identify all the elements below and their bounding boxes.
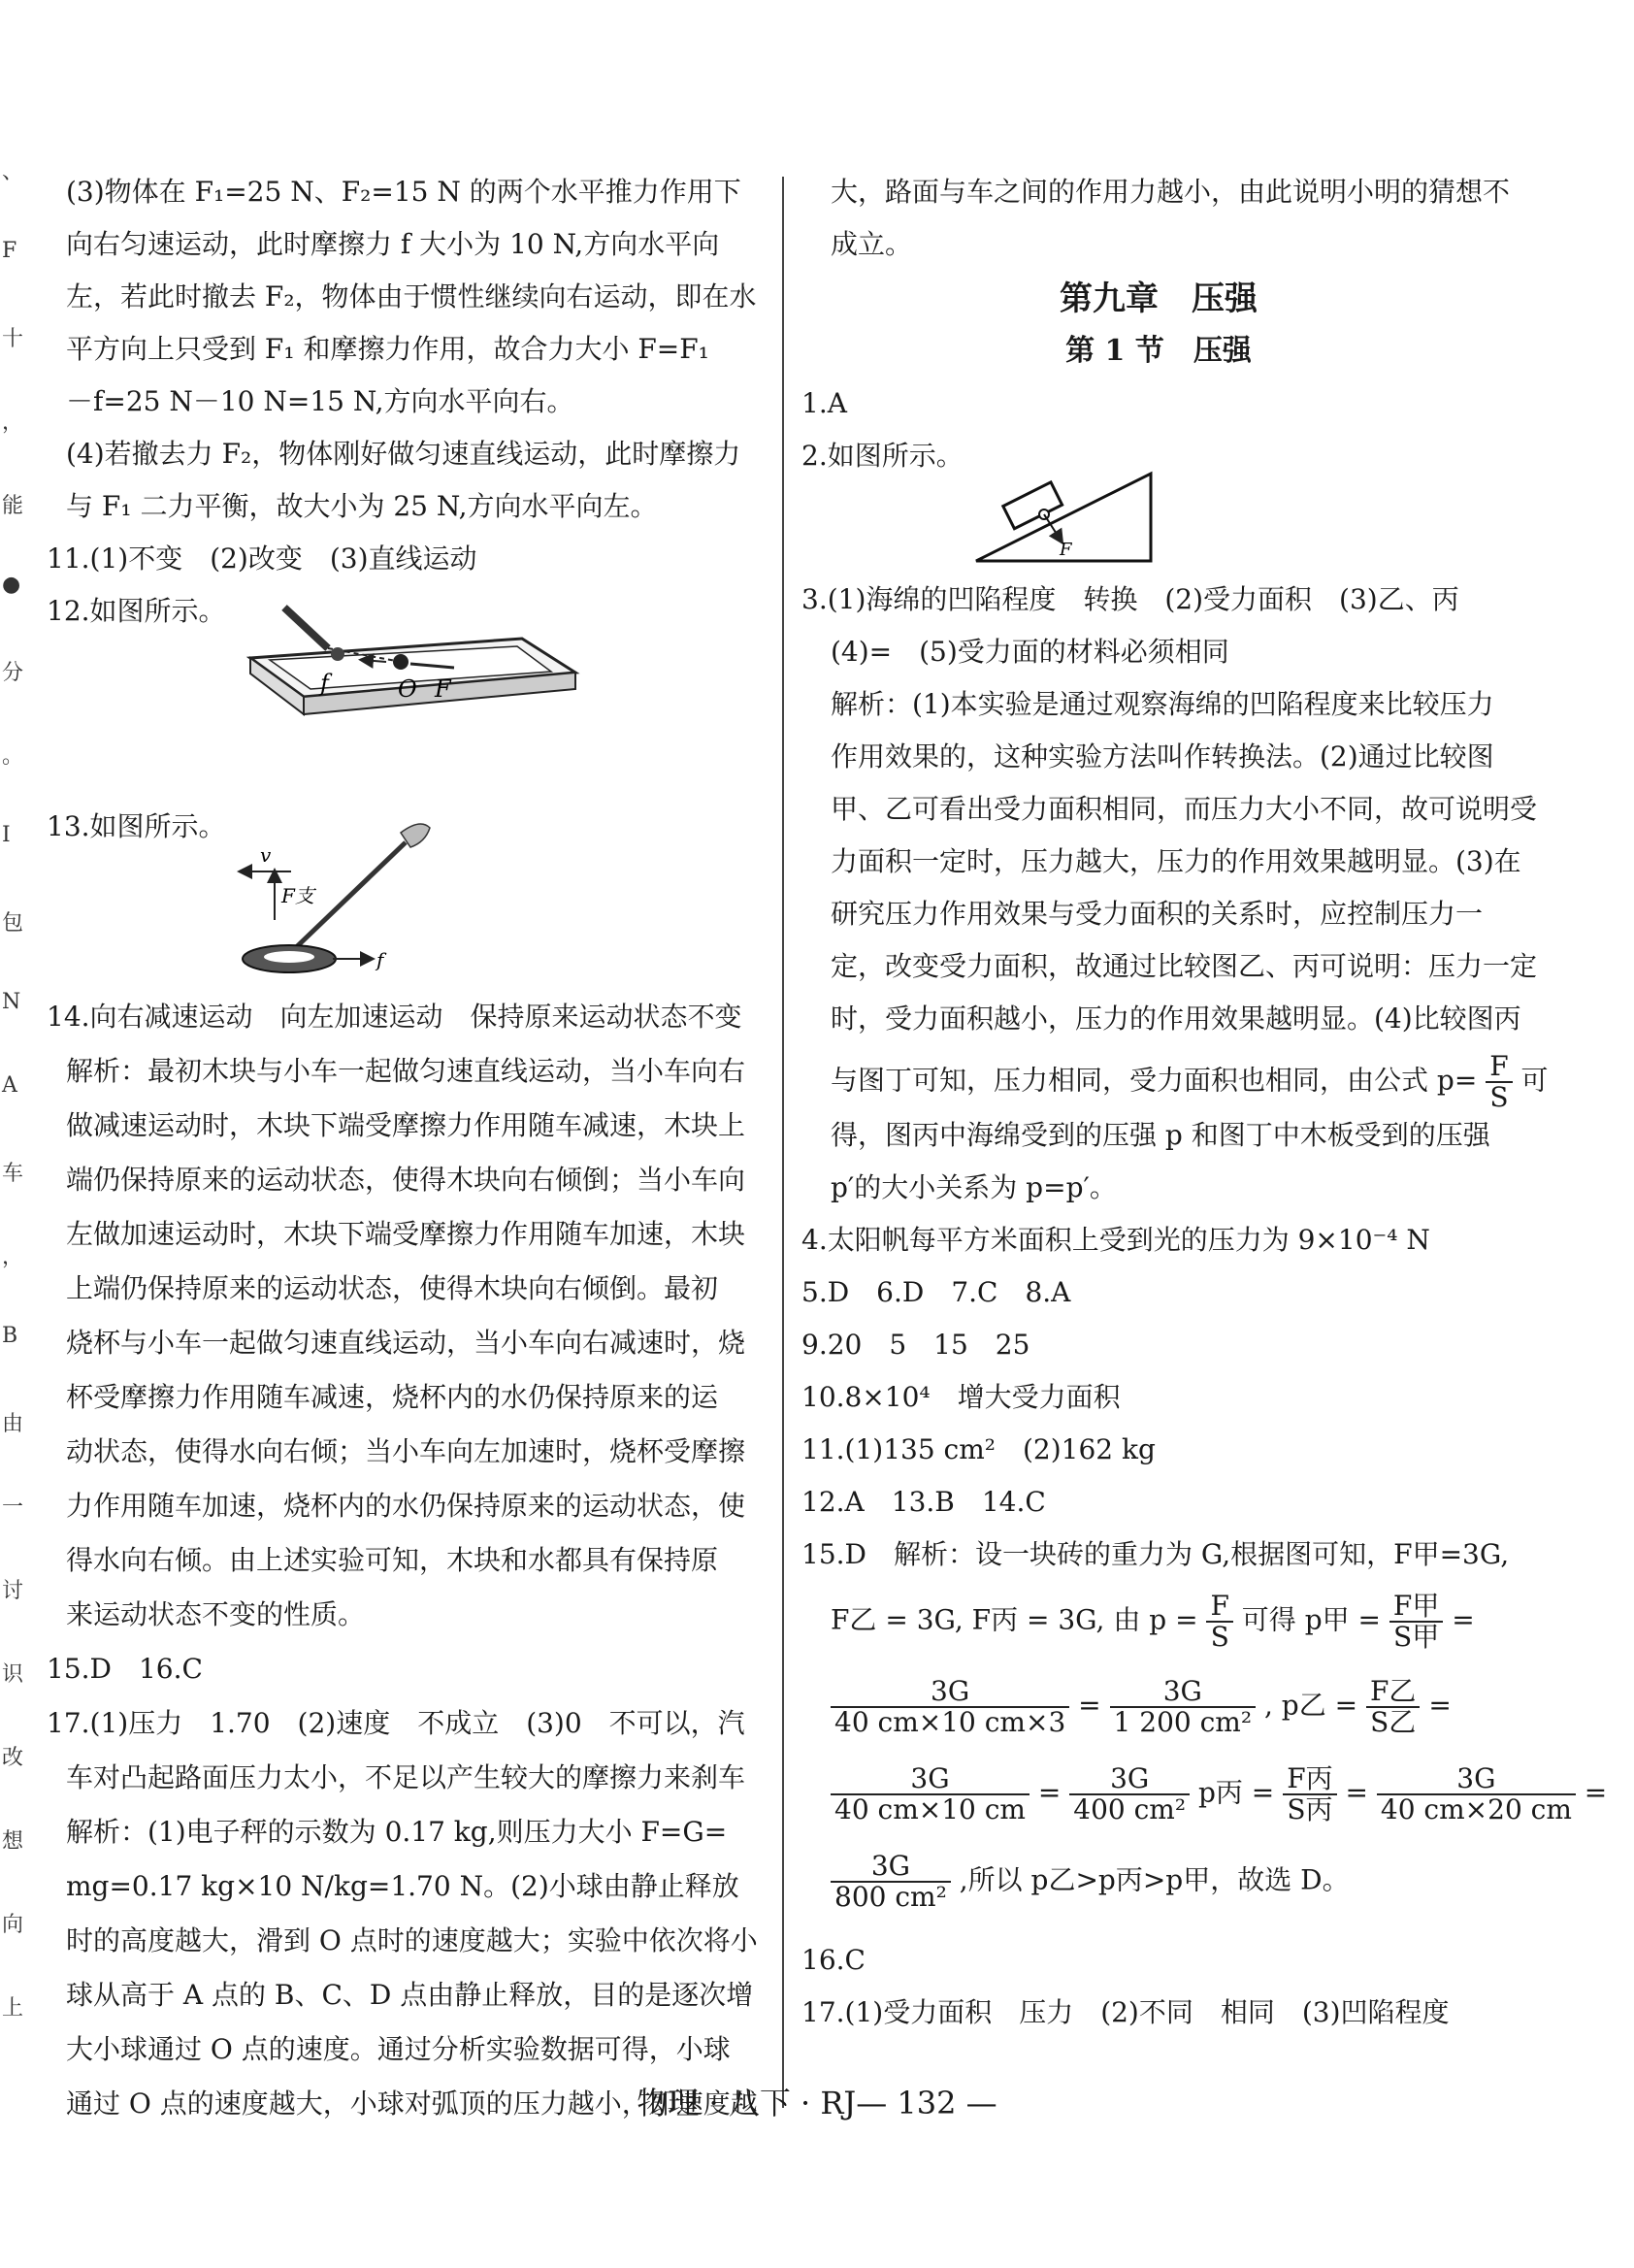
edge-fragment: 、 bbox=[2, 160, 24, 184]
edge-fragment: 能 bbox=[2, 494, 24, 518]
denominator: 400 cm² bbox=[1073, 1793, 1187, 1825]
edge-fragment: 上 bbox=[2, 1996, 24, 2021]
edge-fragment: A bbox=[2, 1073, 17, 1098]
text-line: 左，若此时撤去 F₂，物体由于惯性继续向右运动，即在水 bbox=[66, 280, 757, 312]
analysis-14: 解析：最初木块与小车一起做匀速直线运动，当小车向右 bbox=[66, 1055, 746, 1087]
text-fragment: = bbox=[1584, 1776, 1608, 1809]
formula-line bbox=[831, 1592, 1475, 1652]
text-line: 左做加速运动时，木块下端受摩擦力作用随车加速，木块 bbox=[66, 1218, 746, 1250]
fig12-label-O: O bbox=[398, 675, 417, 703]
fig12-label-F: F bbox=[435, 675, 451, 703]
answer-13: 13.如图所示。 bbox=[47, 810, 226, 842]
text-line: －f=25 N－10 N=15 N,方向水平向右。 bbox=[66, 385, 574, 417]
edge-fragment: 车 bbox=[2, 1162, 24, 1186]
text-line: 做减速运动时，木块下端受摩擦力作用随车减速，木块上 bbox=[66, 1109, 746, 1141]
edge-fragment: F bbox=[2, 239, 17, 263]
text-line: 端仍保持原来的运动状态，使得木块向右倾倒；当小车向 bbox=[66, 1164, 746, 1196]
answer-16: 16.C bbox=[801, 1944, 866, 1976]
denominator: 40 cm×10 cm bbox=[834, 1793, 1026, 1825]
text-line: (4)= (5)受力面的材料必须相同 bbox=[831, 636, 1229, 668]
text-line: 球从高于 A 点的 B、C、D 点由静止释放，目的是逐次增 bbox=[66, 1979, 754, 2011]
formula-line bbox=[831, 1852, 1350, 1912]
denominator: 40 cm×20 cm bbox=[1380, 1793, 1572, 1825]
answer-5-8: 5.D 6.D 7.C 8.A bbox=[801, 1276, 1071, 1308]
denominator: 40 cm×10 cm×3 bbox=[834, 1706, 1066, 1738]
text-line: 定，改变受力面积，故通过比较图乙、丙可说明：压力一定 bbox=[831, 950, 1538, 982]
answer-15-16: 15.D 16.C bbox=[47, 1653, 203, 1685]
edge-fragment: 向 bbox=[2, 1913, 24, 1937]
edge-fragment: 一 bbox=[2, 1496, 24, 1520]
answer-15: 15.D 解析：设一块砖的重力为 G,根据图可知，F甲=3G, bbox=[801, 1538, 1510, 1570]
answer-4: 4.太阳帆每平方米面积上受到光的压力为 9×10⁻⁴ N bbox=[801, 1224, 1430, 1256]
fraction bbox=[1069, 1764, 1190, 1824]
text-fragment: p丙 = bbox=[1197, 1776, 1275, 1809]
fraction bbox=[831, 1677, 1069, 1737]
text-line: p′的大小关系为 p=p′。 bbox=[831, 1171, 1117, 1203]
denominator: 800 cm² bbox=[834, 1881, 947, 1913]
edge-fragment: 讨 bbox=[2, 1579, 24, 1603]
text-fragment: = bbox=[1078, 1689, 1101, 1722]
fraction bbox=[831, 1852, 951, 1912]
denominator: S乙 bbox=[1370, 1706, 1417, 1738]
text-fragment: = bbox=[1345, 1776, 1368, 1809]
text-line: 研究压力作用效果与受力面积的关系时，应控制压力一 bbox=[831, 898, 1484, 930]
answer-11: 11.(1)不变 (2)改变 (3)直线运动 bbox=[47, 542, 477, 575]
text-line: 车对凸起路面压力太小，不足以产生较大的摩擦力来刹车 bbox=[66, 1761, 746, 1793]
answer-2: 2.如图所示。 bbox=[801, 440, 964, 472]
text-line: 平方向上只受到 F₁ 和摩擦力作用，故合力大小 F=F₁ bbox=[66, 333, 709, 365]
text-line: 得，图丙中海绵受到的压强 p 和图丁中木板受到的压强 bbox=[831, 1119, 1490, 1151]
denominator: S bbox=[1210, 1621, 1229, 1653]
text-line: 与 F₁ 二力平衡，故大小为 25 N,方向水平向左。 bbox=[66, 490, 658, 522]
fraction-Fjia-Sjia bbox=[1389, 1592, 1443, 1652]
fraction-Fyi-Syi bbox=[1366, 1677, 1420, 1737]
answer-17: 17.(1)受力面积 压力 (2)不同 相同 (3)凹陷程度 bbox=[801, 1996, 1450, 2028]
answer-12-14: 12.A 13.B 14.C bbox=[801, 1486, 1046, 1518]
chapter-title: 第九章 压强 bbox=[1060, 279, 1258, 318]
numerator: 3G bbox=[1377, 1764, 1576, 1795]
edge-fragment: 十 bbox=[2, 327, 24, 351]
binding-edge-fragments bbox=[0, 155, 24, 2087]
edge-fragment: 识 bbox=[2, 1662, 24, 1687]
edge-fragment: ， bbox=[2, 411, 24, 435]
text-line: 作用效果的，这种实验方法叫作转换法。(2)通过比较图 bbox=[831, 740, 1494, 772]
text-fragment: = bbox=[1452, 1603, 1475, 1636]
fraction-F-over-S bbox=[1206, 1592, 1232, 1652]
edge-fragment: I bbox=[2, 823, 11, 847]
denominator: 1 200 cm² bbox=[1113, 1706, 1253, 1738]
text-line: 成立。 bbox=[831, 228, 913, 260]
numerator: 3G bbox=[831, 1677, 1069, 1708]
numerator: F bbox=[1206, 1592, 1232, 1623]
text-fragment: = bbox=[1037, 1776, 1062, 1809]
text-fragment: ,所以 p乙>p丙>p甲，故选 D。 bbox=[959, 1863, 1350, 1896]
fraction bbox=[1110, 1677, 1257, 1737]
text-line: 大小球通过 O 点的速度。通过分析实验数据可得，小球 bbox=[66, 2033, 731, 2065]
formula-line bbox=[831, 1677, 1452, 1737]
edge-fragment: B bbox=[2, 1324, 18, 1348]
edge-fragment: 。 bbox=[2, 744, 24, 769]
fig13-label-Fzhi: F支 bbox=[281, 884, 314, 907]
fig13-label-v: v bbox=[260, 843, 272, 867]
fraction bbox=[1377, 1764, 1576, 1824]
text-fragment: 可得 p甲 = bbox=[1241, 1603, 1381, 1636]
denominator: S甲 bbox=[1393, 1621, 1440, 1653]
text-line: 时，受力面积越小，压力的作用效果越明显。(4)比较图丙 bbox=[831, 1003, 1521, 1035]
figure-13-broom-brush bbox=[231, 813, 483, 988]
edge-fragment: 改 bbox=[2, 1746, 24, 1770]
text-fragment: F乙 = 3G, F丙 = 3G, 由 p = bbox=[831, 1603, 1198, 1636]
numerator: F丙 bbox=[1283, 1764, 1336, 1795]
denominator: S bbox=[1489, 1081, 1509, 1113]
numerator: F bbox=[1486, 1052, 1512, 1083]
text-fragment: = bbox=[1428, 1689, 1452, 1722]
answer-10: 10.8×10⁴ 增大受力面积 bbox=[801, 1381, 1121, 1413]
text-line: (4)若撤去力 F₂，物体刚好做匀速直线运动，此时摩擦力 bbox=[66, 438, 741, 470]
figure-2-block-on-incline bbox=[966, 464, 1160, 571]
text-line: 力作用随车加速，烧杯内的水仍保持原来的运动状态，使 bbox=[66, 1490, 746, 1522]
text-line: 烧杯与小车一起做匀速直线运动，当小车向右减速时，烧 bbox=[66, 1327, 746, 1359]
page-footer: 物理 · 八下 · RJ— 132 — bbox=[637, 2085, 997, 2121]
formula-line bbox=[831, 1764, 1607, 1824]
answer-14: 14.向右减速运动 向左加速运动 保持原来运动状态不变 bbox=[47, 1001, 742, 1033]
text-line: mg=0.17 kg×10 N/kg=1.70 N。(2)小球由静止释放 bbox=[66, 1870, 739, 1902]
text-fragment: 与图丁可知，压力相同，受力面积也相同，由公式 p= bbox=[831, 1064, 1478, 1097]
text-line: 杯受摩擦力作用随车减速，烧杯内的水仍保持原来的运 bbox=[66, 1381, 719, 1413]
fraction-Fbing-Sbing bbox=[1283, 1764, 1336, 1824]
edge-fragment: ● bbox=[2, 573, 21, 597]
text-fragment: , p乙 = bbox=[1263, 1689, 1358, 1722]
column-divider bbox=[782, 177, 784, 2108]
text-line: 通过 O 点的速度越大，小球对弧顶的压力越小，即速度越 bbox=[66, 2087, 758, 2120]
fraction-F-over-S bbox=[1486, 1052, 1512, 1112]
text-line: 向右匀速运动，此时摩擦力 f 大小为 10 N,方向水平向 bbox=[66, 228, 720, 260]
answer-17: 17.(1)压力 1.70 (2)速度 不成立 (3)0 不可以，汽 bbox=[47, 1707, 745, 1739]
text-line: 得水向右倾。由上述实验可知，木块和水都具有保持原 bbox=[66, 1544, 719, 1576]
analysis-3: 解析：(1)本实验是通过观察海绵的凹陷程度来比较压力 bbox=[831, 688, 1494, 720]
text-line: 动状态，使得水向右倾；当小车向左加速时，烧杯受摩擦 bbox=[66, 1435, 746, 1467]
numerator: 3G bbox=[831, 1852, 951, 1883]
answer-1: 1.A bbox=[801, 387, 847, 419]
answer-11: 11.(1)135 cm² (2)162 kg bbox=[801, 1433, 1156, 1465]
text-line: 力面积一定时，压力越大，压力的作用效果越明显。(3)在 bbox=[831, 845, 1521, 877]
fig13-label-f: f bbox=[376, 948, 384, 971]
numerator: 3G bbox=[1110, 1677, 1257, 1708]
fig12-label-f: f bbox=[320, 670, 329, 697]
figure-12-tray-ball bbox=[231, 600, 600, 745]
edge-fragment: 由 bbox=[2, 1412, 24, 1436]
text-line: (3)物体在 F₁=25 N、F₂=15 N 的两个水平推力作用下 bbox=[66, 176, 741, 208]
numerator: F甲 bbox=[1389, 1592, 1443, 1623]
text-line: 来运动状态不变的性质。 bbox=[66, 1598, 366, 1630]
analysis-17: 解析：(1)电子秤的示数为 0.17 kg,则压力大小 F=G= bbox=[66, 1816, 728, 1848]
numerator: 3G bbox=[1069, 1764, 1190, 1795]
formula-line bbox=[831, 1052, 1549, 1112]
numerator: 3G bbox=[831, 1764, 1029, 1795]
edge-fragment: 包 bbox=[2, 911, 24, 936]
edge-fragment: 想 bbox=[2, 1829, 24, 1854]
denominator: S丙 bbox=[1287, 1793, 1333, 1825]
edge-fragment: ， bbox=[2, 1245, 24, 1269]
section-title: 第 1 节 压强 bbox=[1065, 334, 1252, 368]
numerator: F乙 bbox=[1366, 1677, 1420, 1708]
edge-fragment: N bbox=[2, 990, 21, 1014]
text-line: 上端仍保持原来的运动状态，使得木块向右倾倒。最初 bbox=[66, 1272, 719, 1304]
fig2-label-F: F bbox=[1060, 540, 1072, 560]
fraction bbox=[831, 1764, 1029, 1824]
text-fragment: 可 bbox=[1520, 1064, 1549, 1097]
answer-9: 9.20 5 15 25 bbox=[801, 1329, 1030, 1361]
text-line: 时的高度越大，滑到 O 点时的速度越大；实验中依次将小 bbox=[66, 1924, 758, 1956]
answer-3: 3.(1)海绵的凹陷程度 转换 (2)受力面积 (3)乙、丙 bbox=[801, 583, 1459, 615]
answer-12: 12.如图所示。 bbox=[47, 595, 226, 627]
edge-fragment: 分 bbox=[2, 661, 24, 685]
text-line: 甲、乙可看出受力面积相同，而压力大小不同，故可说明受 bbox=[831, 793, 1538, 825]
text-line: 大，路面与车之间的作用力越小，由此说明小明的猜想不 bbox=[831, 176, 1511, 208]
